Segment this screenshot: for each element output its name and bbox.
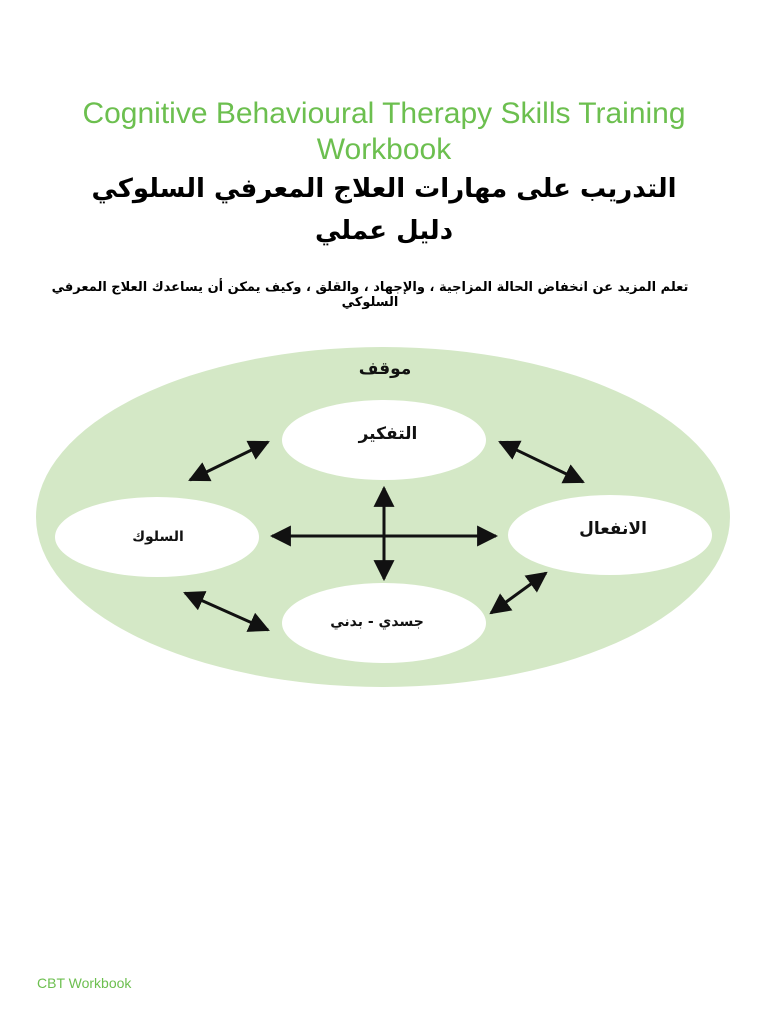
behaviour-label: السلوك	[132, 529, 184, 545]
footer-label: CBT Workbook	[37, 975, 132, 991]
arabic-description: تعلم المزيد عن انخفاض الحالة المزاجية ، والإجهاد ، والقلق ، وكيف يمكن أن يساعدك العلاج المعرفي السلوكي	[51, 280, 689, 310]
physical-label: جسدي - بدني	[330, 614, 424, 630]
emotion-label: الانفعال	[579, 519, 647, 539]
situation-label: موقف	[358, 359, 412, 379]
arabic-subtitle-title: دليل عملي	[314, 216, 454, 246]
arabic-title: التدريب على مهارات العلاج المعرفي السلوكي	[91, 174, 677, 204]
thinking-label: التفكير	[358, 424, 418, 444]
english-title: Cognitive Behavioural Therapy Skills Training Workbook	[82, 97, 686, 166]
cbt-cycle-diagram	[0, 330, 768, 710]
